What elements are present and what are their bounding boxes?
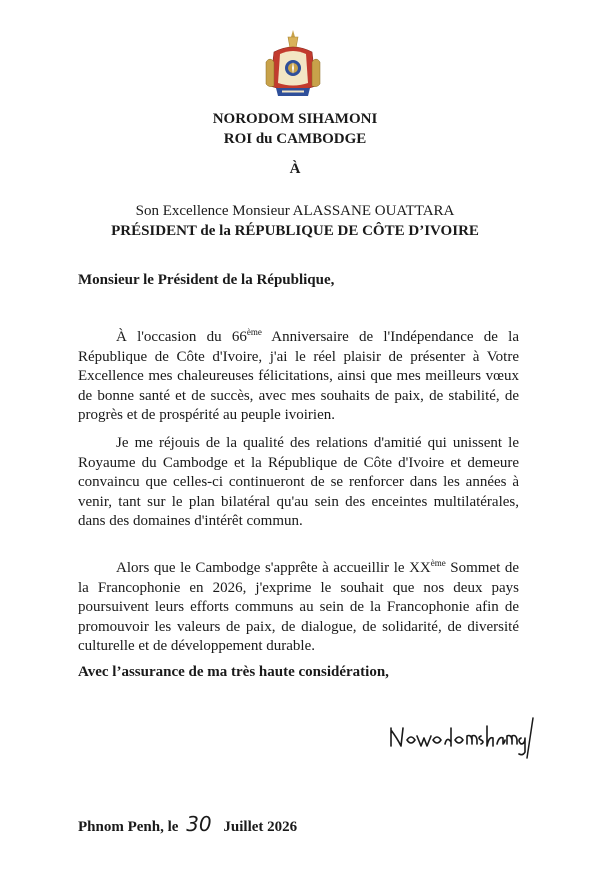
recipient-honorific: Son Excellence Monsieur — [135, 203, 290, 219]
date-month-year: Juillet 2026 — [223, 819, 298, 835]
royal-coat-of-arms-emblem — [262, 28, 324, 102]
recipient-name: ALASSANE OUATTARA — [292, 203, 455, 219]
salutation: Monsieur le Président de la République, — [78, 272, 335, 288]
body-paragraph-3: Alors que le Cambodge s'apprête à accueillir le XXème Sommet de la Francophonie en 2026, j'exprime le souhait que nos deux pays poursuivent leurs efforts communs au sein de la Francophonie afin de promouvoir les valeurs de paix, de dialogue, de solidarité, de diversité culturelle et de développement durable. — [78, 558, 519, 654]
body-paragraph-1: À l'occasion du 66ème Anniversaire de l'Indépendance de la République de Côte d'Ivoire, j'ai le réel plaisir de présenter à Votre Excellence mes chaleureuses félicitations, ainsi que mes meilleurs vœux de bonne santé et de succès, avec mes souhaits de paix, de stabilité, de progrès et de prospérité au peuple ivoirien. — [78, 327, 519, 423]
date-day-handwritten: 30 — [186, 812, 212, 836]
recipient-line-1 — [0, 203, 590, 220]
addressed-to: À — [289, 161, 301, 177]
date-line — [78, 812, 297, 836]
sender-title: ROI du CAMBODGE — [223, 131, 367, 147]
recipient-title: PRÉSIDENT de la RÉPUBLIQUE DE CÔTE D’IVOIRE — [111, 223, 479, 239]
closing-formula: Avec l’assurance de ma très haute considération, — [78, 664, 389, 680]
date-place: Phnom Penh, le — [78, 819, 179, 835]
body-paragraph-2: Je me réjouis de la qualité des relations d'amitié qui unissent le Royaume du Cambodge et la République de Côte d'Ivoire et demeure convaincu que celles-ci continueront de se renforcer dans les années à venir, tant sur le plan bilatéral qu'au sein des enceintes multilatérales, dans des domaines d'intérêt commun. — [78, 435, 519, 529]
handwritten-signature — [383, 714, 543, 760]
sender-name: NORODOM SIHAMONI — [212, 111, 378, 127]
